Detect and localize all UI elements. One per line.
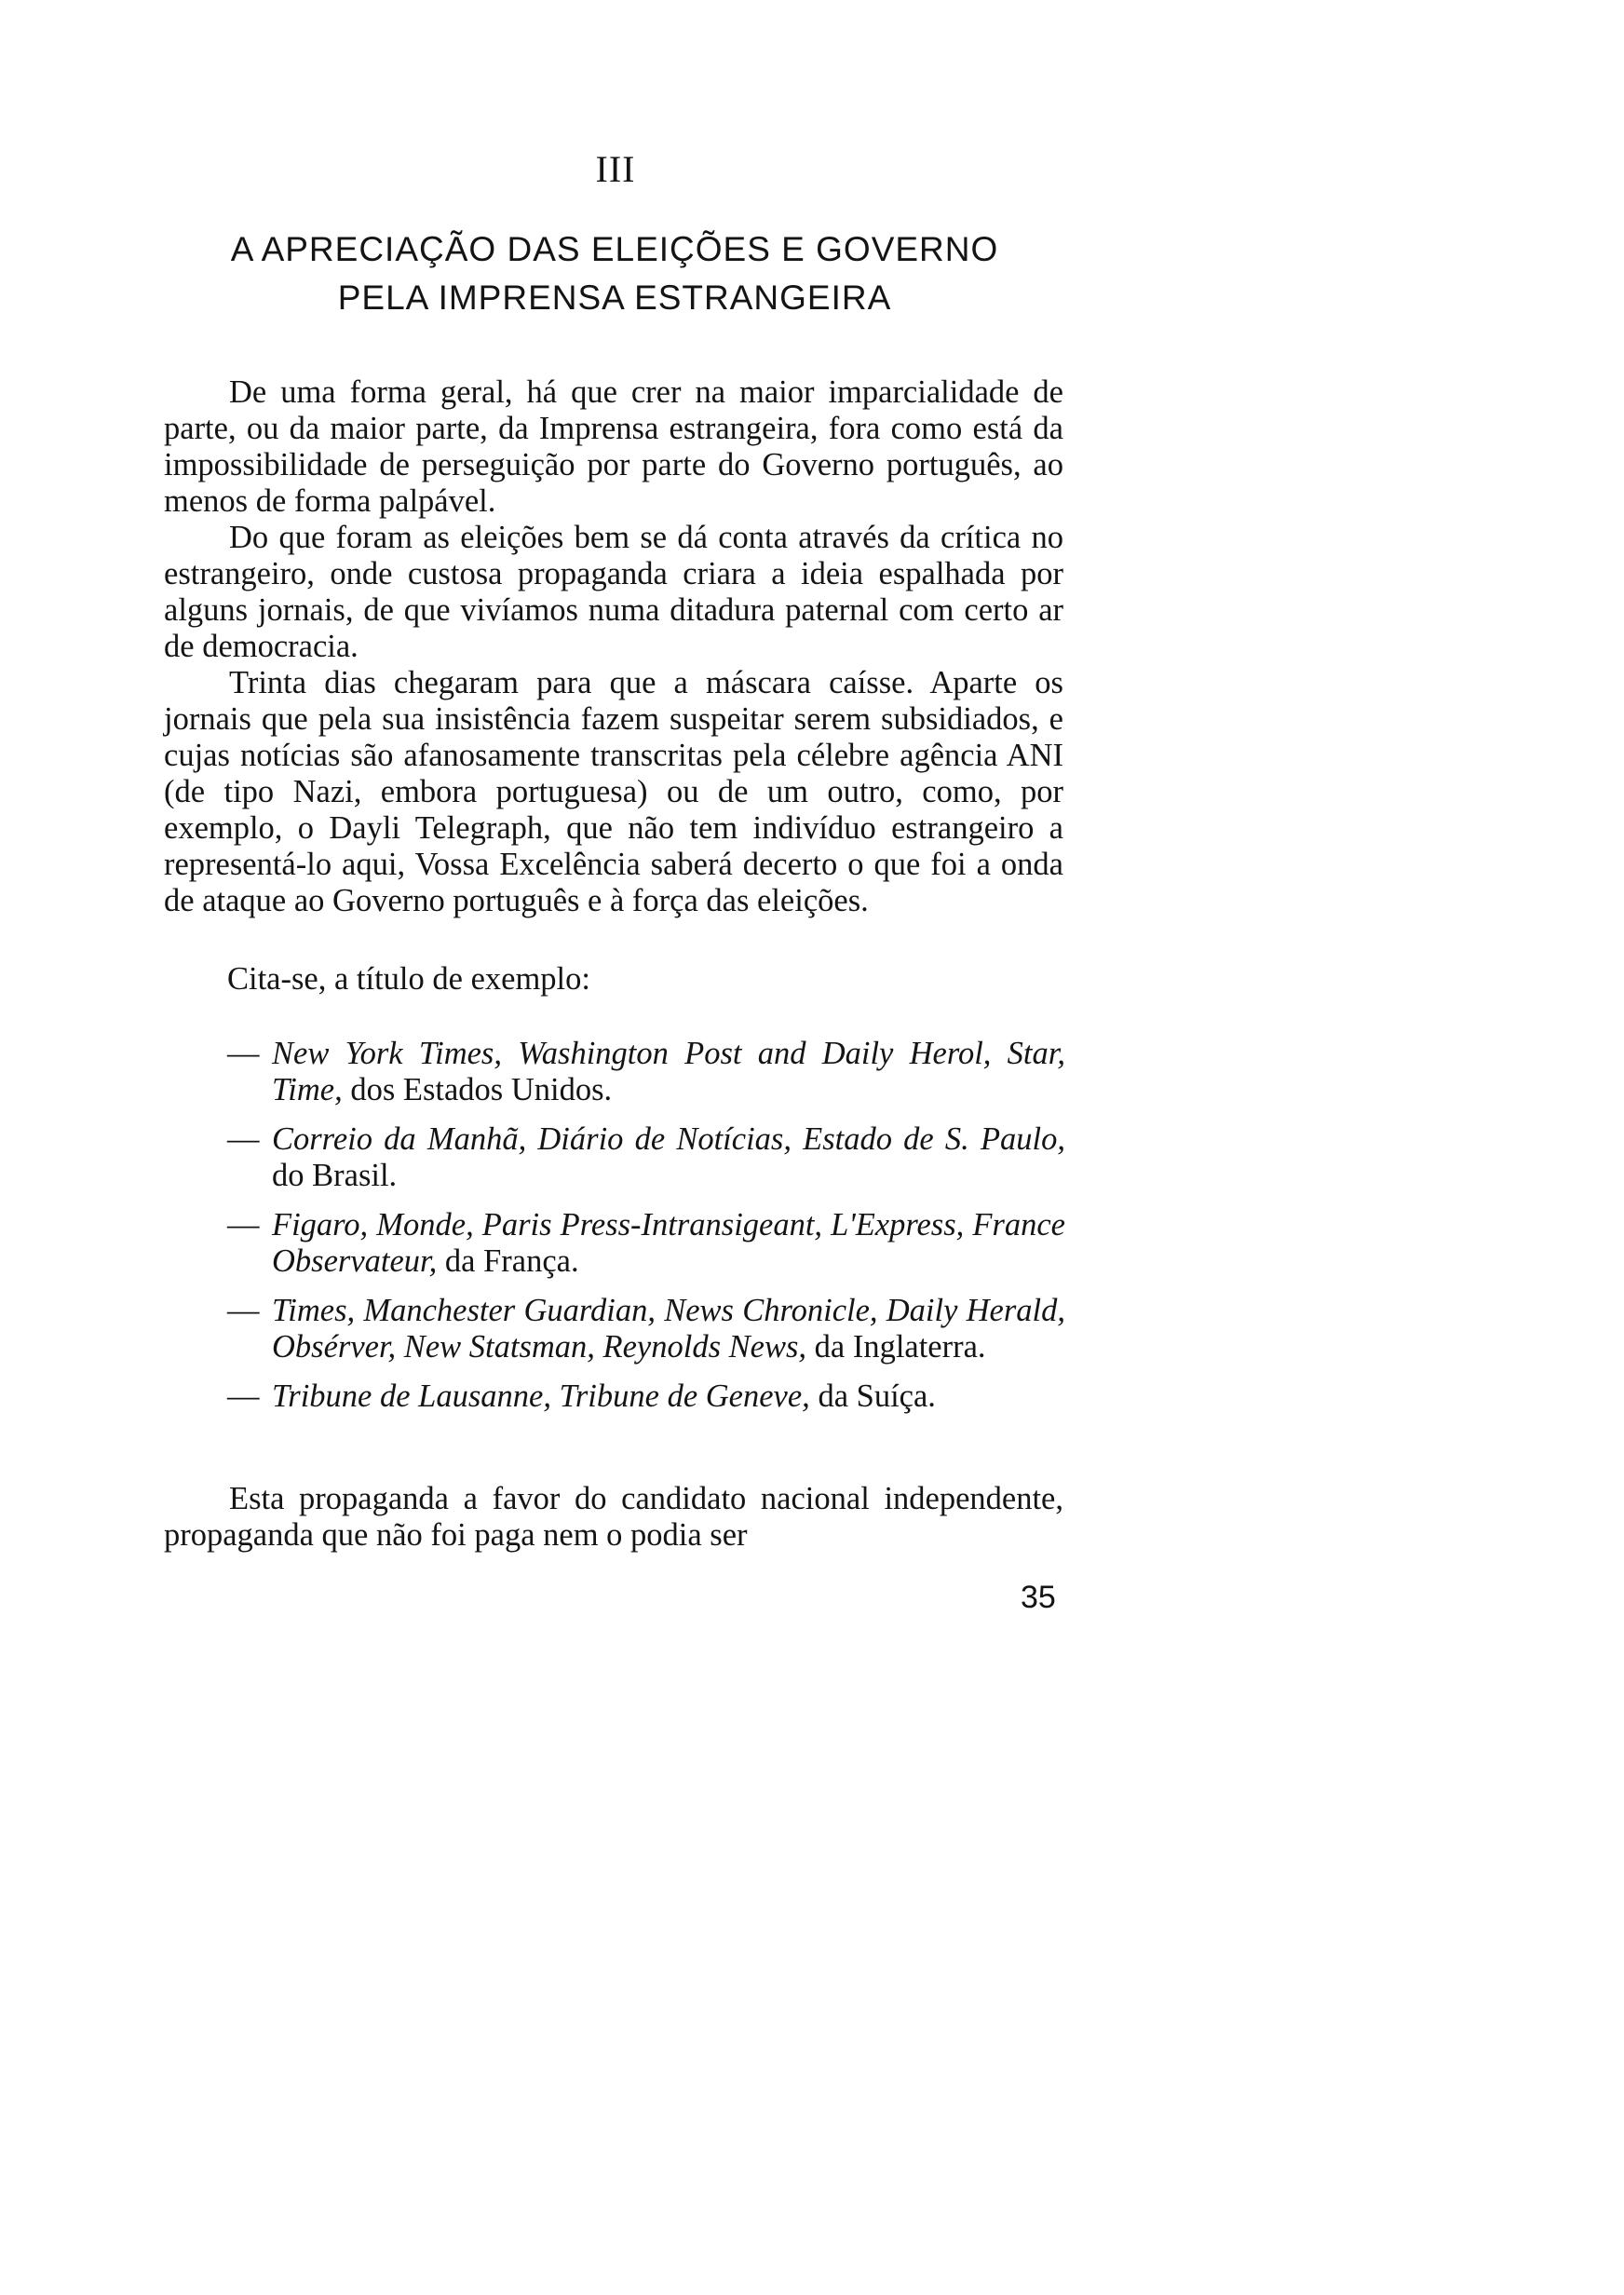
list-dash: — — [227, 1293, 260, 1328]
page-number: 35 — [1021, 1580, 1056, 1615]
list-dash: — — [227, 1036, 260, 1071]
list-dash: — — [227, 1378, 260, 1414]
paragraph-3: Trinta dias chegaram para que a máscara caísse. Aparte os jornais que pela sua insistência fazem suspeitar serem subsidiados, e cujas notícias são afanosamente transcritas pela célebre agência ANI (de tipo Nazi, embora portuguesa) ou de um outro, como, por exemplo, o Dayli Telegraph, que não tem indivíduo estrangeiro a representá-lo aqui, Vossa Excelência saberá decerto o que foi a onda de ataque ao Governo português e à força das eleições. — [164, 665, 1063, 918]
chapter-title-line-2: PELA IMPRENSA ESTRANGEIRA — [337, 278, 892, 317]
press-list-item — [227, 1207, 1065, 1280]
press-list-papers: Correio da Manhã, Diário de Notícias, Estado de S. Paulo, — [272, 1121, 1065, 1157]
closing-paragraph: Esta propaganda a favor do candidato nacional independente, propaganda que não foi paga nem o podia ser — [164, 1481, 1063, 1553]
press-list-item — [227, 1293, 1065, 1365]
chapter-title — [177, 225, 1052, 322]
press-list-country: do Brasil. — [272, 1158, 398, 1193]
press-list — [227, 1036, 1065, 1428]
press-list-item — [227, 1121, 1065, 1194]
press-list-country: da França. — [444, 1243, 579, 1279]
press-list-item — [227, 1378, 1065, 1415]
press-list-papers: Times, Manchester Guardian, News Chronicle, Daily Herald, Obsérver, New Statsman, Reynolds News, — [272, 1293, 1065, 1365]
press-list-country: dos Estados Unidos. — [350, 1072, 613, 1107]
chapter-title-line-1: A APRECIAÇÃO DAS ELEIÇÕES E GOVERNO — [230, 230, 999, 268]
example-intro: Cita-se, a título de exemplo: — [227, 961, 590, 997]
list-dash: — — [227, 1121, 260, 1157]
body-text — [164, 374, 1063, 919]
press-list-papers: New York Times, Washington Post and Daily Herol, Star, Time, — [272, 1036, 1065, 1107]
press-list-country: da Suíça. — [818, 1378, 936, 1414]
paragraph-2: Do que foram as eleições bem se dá conta através da crítica no estrangeiro, onde custosa propaganda criara a ideia espalhada por alguns jornais, de que vivíamos numa ditadura paternal com certo ar de democracia. — [164, 520, 1063, 664]
press-list-item — [227, 1036, 1065, 1108]
press-list-papers: Figaro, Monde, Paris Press-Intransigeant, L'Express, France Observateur, — [272, 1207, 1065, 1279]
list-dash: — — [227, 1207, 260, 1243]
closing-text — [164, 1481, 1063, 1554]
press-list-country: da Inglaterra. — [814, 1329, 986, 1365]
chapter-number: III — [595, 148, 636, 190]
paragraph-1: De uma forma geral, há que crer na maior imparcialidade de parte, ou da maior parte, da Imprensa estrangeira, fora como está da impossibilidade de perseguição por parte do Governo português, ao menos de forma palpável. — [164, 374, 1063, 519]
press-list-papers: Tribune de Lausanne, Tribune de Geneve, — [272, 1378, 819, 1414]
